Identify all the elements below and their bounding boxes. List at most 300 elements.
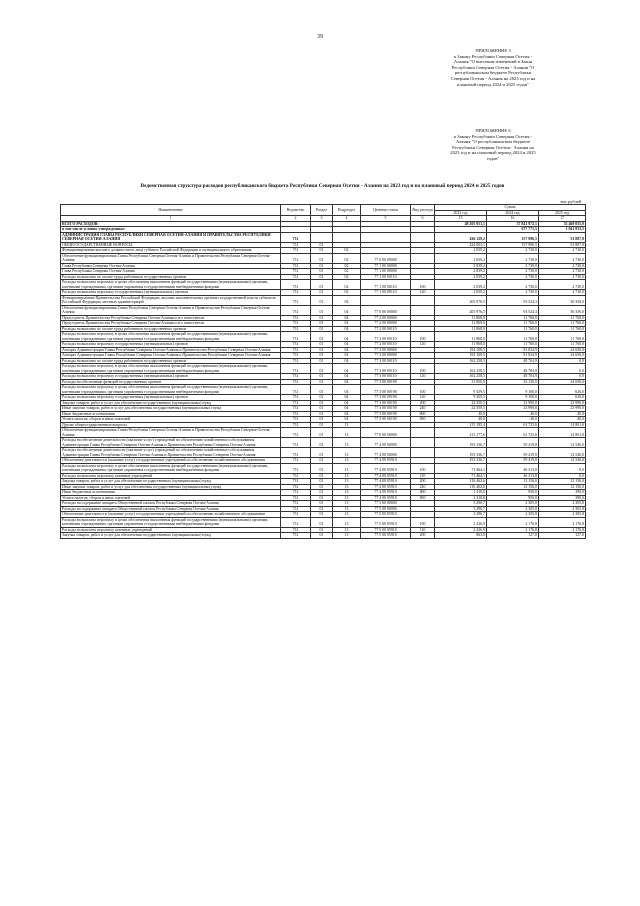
row-sum-2023: 2 426,9	[435, 527, 487, 533]
annex-6-block	[408, 128, 578, 162]
row-sum-2025: 36 356,0	[539, 295, 586, 305]
row-name: Расходы на выплаты персоналу казенных учреждений	[61, 527, 281, 533]
row-section: 01	[311, 517, 333, 527]
row-section: 01	[311, 501, 333, 507]
row-subsection: 13	[333, 463, 361, 473]
row-sum-2024: 46 313,8	[487, 463, 539, 473]
row-section: 01	[311, 484, 333, 490]
row-subsection: 04	[333, 417, 361, 423]
row-name: Аппарат Администрации Главы Республики Северная Осетия-Алания и Правительства Республики Северная Осетия-Алания	[61, 353, 281, 359]
row-sum-2025: 0,0	[539, 463, 586, 473]
row-sum-2025: 2 305,8	[539, 506, 586, 512]
row-sum-2025: 2 305,8	[539, 501, 586, 507]
annex-3-line: плановый период 2024 и 2025 годов"	[456, 81, 530, 87]
row-subsection: 04	[333, 385, 361, 395]
row-sum-2024: 11 760,0	[487, 321, 539, 327]
row-section: 01	[311, 422, 333, 428]
row-dept: 731	[281, 417, 311, 423]
row-target: 77 0 00 00000	[361, 428, 411, 438]
row-dept: 731	[281, 242, 311, 248]
row-name: Глава Республики Северная Осетия-Алания	[61, 263, 281, 269]
row-subsection: 13	[333, 473, 361, 479]
row-sum-2024: 2 176,8	[487, 527, 539, 533]
row-target	[361, 295, 411, 305]
row-sum-2025: 11 760,0	[539, 326, 586, 332]
row-dept: 731	[281, 374, 311, 380]
row-target: 77 4 00 05910	[361, 490, 411, 496]
table-row	[61, 232, 586, 242]
row-sum-2023: 213 177,6	[435, 428, 487, 438]
row-exptype: 100	[411, 463, 435, 473]
col-index: 6	[411, 216, 435, 222]
row-target: 77 3 00 00000	[361, 353, 411, 359]
row-sum-2023: 2 839,2	[435, 274, 487, 280]
header-2025: 2025 год	[539, 210, 586, 216]
row-exptype: 100	[411, 385, 435, 395]
annex-6-line: Алания "О республиканском бюджете	[455, 139, 531, 145]
row-sum-2025: 2 730,0	[539, 248, 586, 254]
row-dept: 731	[281, 438, 311, 448]
row-name: Расходы на выплаты по оплате труда работников государственных органов	[61, 326, 281, 332]
row-name: Обеспечение деятельности (оказание услуг) государственных учреждений по обеспечению хозяйственного обслуживания	[61, 512, 281, 518]
row-name: ВСЕГО РАСХОДОВ:	[61, 221, 281, 227]
row-sum-2024: 59 419,8	[487, 438, 539, 448]
col-index: 5	[361, 216, 411, 222]
row-sum-2025: 2 176,8	[539, 517, 586, 527]
row-dept: 731	[281, 321, 311, 327]
row-exptype: 800	[411, 490, 435, 496]
row-sum-2023: 31 850,0	[435, 379, 487, 385]
row-sum-2024: 23 990,0	[487, 400, 539, 406]
row-subsection: 04	[333, 332, 361, 342]
row-sum-2023: 2 839,2	[435, 269, 487, 275]
row-sum-2024: 11 760,0	[487, 332, 539, 342]
row-section: 01	[311, 321, 333, 327]
row-name: Функционирование высшего должностного лица субъекта Российской Федерации и муниципального образования	[61, 248, 281, 254]
row-sum-2025: 53 887,8	[539, 232, 586, 242]
row-dept: 731	[281, 332, 311, 342]
row-name: Расходы на выплаты персоналу в целях обеспечения выполнения функций государственными (муниципальными) органами, казенными учреждениями, органами управления государственными внебюджетными фондами	[61, 463, 281, 473]
row-dept: 731	[281, 506, 311, 512]
col-index: 1	[61, 216, 281, 222]
row-sum-2023: 193 336,7	[435, 438, 487, 448]
row-subsection: 13	[333, 501, 361, 507]
row-sum-2024: 81 834,9	[487, 347, 539, 353]
row-sum-2025: 11 760,0	[539, 321, 586, 327]
row-subsection	[333, 232, 361, 242]
row-sum-2023: 436 129,2	[435, 232, 487, 242]
row-sum-2023: 162 258,5	[435, 358, 487, 364]
row-sum-2023: 116 462,6	[435, 484, 487, 490]
col-index: 17	[539, 216, 586, 222]
row-name: Расходы на выплаты персоналу в целях обеспечения выполнения функций государственными (муниципальными) органами, казенными учреждениями, органами управления государственными внебюджетными фондами	[61, 332, 281, 342]
row-subsection: 13	[333, 506, 361, 512]
row-sum-2025: 2 730,0	[539, 290, 586, 296]
header-sum: Сумма	[435, 205, 586, 211]
row-section: 01	[311, 379, 333, 385]
row-subsection: 13	[333, 422, 361, 428]
row-target: 77 3 00 00190	[361, 395, 411, 401]
row-name: Обеспечение деятельности (оказание услуг) государственных учреждений по обеспечению хозяйственного обслуживания	[61, 458, 281, 464]
row-target: 77 0 00 00000	[361, 305, 411, 315]
row-sum-2025: 2 305,8	[539, 512, 586, 518]
row-sum-2023: 2 839,2	[435, 248, 487, 254]
row-name: Председатель Правительства Республики Северная Осетия-Алания и его заместители	[61, 321, 281, 327]
row-name: Расходы на содержание аппарата Общественной палаты Республики Северная Осетия-Алания	[61, 506, 281, 512]
row-target: 77 4 00 00000	[361, 438, 411, 448]
row-sum-2023: 48 205 951,1	[435, 221, 487, 227]
col-index: 16	[487, 216, 539, 222]
row-sum-2025: 12 156,0	[539, 484, 586, 490]
row-sum-2024: 48 704,9	[487, 374, 539, 380]
row-sum-2025: 35 469 055,0	[539, 221, 586, 227]
row-exptype	[411, 232, 435, 242]
row-sum-2025: 12 546,0	[539, 448, 586, 458]
row-target: 77 3 00 00190	[361, 400, 411, 406]
row-sum-2024: 12 156,0	[487, 484, 539, 490]
row-exptype: 100	[411, 280, 435, 290]
row-sum-2023: 11 868,0	[435, 326, 487, 332]
table-row	[61, 533, 586, 539]
row-dept: 731	[281, 347, 311, 353]
row-sum-2024: 11 760,0	[487, 326, 539, 332]
row-sum-2023: 11 868,0	[435, 332, 487, 342]
row-sum-2024: 2 730,0	[487, 253, 539, 263]
row-target: 77 3 00 00110	[361, 358, 411, 364]
row-target: 77 5 00 05910	[361, 527, 411, 533]
row-sum-2025: 0,0	[539, 358, 586, 364]
row-sum-2025: 24 656,0	[539, 347, 586, 353]
row-dept: 731	[281, 269, 311, 275]
annex-6-line: Республики Северная Осетия - Алания на	[452, 144, 534, 150]
expenditure-table	[60, 204, 586, 539]
row-section: 01	[311, 353, 333, 359]
row-section: 01	[311, 269, 333, 275]
row-exptype: 850	[411, 417, 435, 423]
row-sum-2023: 3 296,7	[435, 506, 487, 512]
row-dept: 731	[281, 253, 311, 263]
row-section: 01	[311, 364, 333, 374]
row-exptype: 100	[411, 332, 435, 342]
row-subsection: 04	[333, 358, 361, 364]
row-name: Иные бюджетные ассигнования	[61, 490, 281, 496]
row-sum-2023: 11 868,0	[435, 342, 487, 348]
row-sum-2023: 863,8	[435, 533, 487, 539]
row-subsection: 02	[333, 248, 361, 254]
row-sum-2024: 2 305,8	[487, 506, 539, 512]
row-target: 77 3 00 00190	[361, 417, 411, 423]
annex-3-line: Республики Северная Осетия - Алания "О	[451, 64, 535, 70]
row-sum-2024: 59 419,8	[487, 448, 539, 458]
header-exptype: Вид расхода	[411, 205, 435, 216]
row-exptype: 200	[411, 533, 435, 539]
row-section: 01	[311, 506, 333, 512]
row-section: 01	[311, 347, 333, 353]
row-name: Уплата налогов, сборов и иных платежей	[61, 495, 281, 501]
header-dept: Ведомство	[281, 205, 311, 216]
row-sum-2024: 2 305,8	[487, 501, 539, 507]
row-sum-2025: 2 730,0	[539, 274, 586, 280]
row-dept: 731	[281, 290, 311, 296]
row-section: 01	[311, 332, 333, 342]
row-sum-2025: 12 546,0	[539, 458, 586, 464]
row-target: 77 1 00 00110	[361, 280, 411, 290]
row-sum-2024: 2 730,0	[487, 263, 539, 269]
row-section: 01	[311, 342, 333, 348]
row-dept: 731	[281, 479, 311, 485]
row-sum-2024: 93 524,3	[487, 295, 539, 305]
table-row	[61, 332, 586, 342]
row-sum-2023: 194 108,5	[435, 347, 487, 353]
row-section: 01	[311, 400, 333, 406]
row-dept: 731	[281, 517, 311, 527]
annex-3-line: к Закону Республики Северная Осетия -	[453, 53, 533, 59]
row-section: 01	[311, 458, 333, 464]
row-sum-2025: 390,0	[539, 495, 586, 501]
row-exptype: 240	[411, 484, 435, 490]
row-section: 01	[311, 428, 333, 438]
table-header-row	[61, 205, 586, 211]
header-subsection: Подраздел	[333, 205, 361, 216]
row-sum-2025: 14 801,8	[539, 422, 586, 428]
row-sum-2024: 2 730,0	[487, 280, 539, 290]
row-sum-2023: 9 459,5	[435, 385, 487, 395]
row-sum-2025: 23 990,0	[539, 400, 586, 406]
row-subsection: 04	[333, 406, 361, 412]
row-dept: 731	[281, 512, 311, 518]
row-name: Расходы на выплаты персоналу в целях обеспечения выполнения функций государственными (муниципальными) органами, казенными учреждениями, органами управления государственными внебюджетными фондами	[61, 364, 281, 374]
row-exptype: 120	[411, 374, 435, 380]
row-target: 77 5 00 05910	[361, 512, 411, 518]
row-section	[311, 232, 333, 242]
row-dept: 731	[281, 379, 311, 385]
row-subsection: 13	[333, 533, 361, 539]
row-dept: 731	[281, 248, 311, 254]
row-sum-2023: 3 296,7	[435, 512, 487, 518]
row-sum-2024: 2 730,0	[487, 290, 539, 296]
row-subsection: 04	[333, 315, 361, 321]
row-target: 77 0 00 00000	[361, 253, 411, 263]
row-name: Расходы на выплаты персоналу государственных (муниципальных) органов	[61, 374, 281, 380]
row-section: 01	[311, 326, 333, 332]
row-sum-2023: 71 464,1	[435, 473, 487, 479]
row-subsection: 13	[333, 527, 361, 533]
table-row	[61, 385, 586, 395]
table-row	[61, 280, 586, 290]
row-subsection: 04	[333, 400, 361, 406]
row-dept: 731	[281, 280, 311, 290]
row-target: 77 2 00 00000	[361, 321, 411, 327]
row-sum-2025: 2 730,0	[539, 269, 586, 275]
row-section: 01	[311, 533, 333, 539]
row-sum-2025: 0,0	[539, 473, 586, 479]
row-sum-2023: 162 258,5	[435, 374, 487, 380]
row-sum-2023: 40,0	[435, 417, 487, 423]
row-name: Расходы на выплаты персоналу государственных (муниципальных) органов	[61, 342, 281, 348]
row-sum-2023: 3 296,7	[435, 501, 487, 507]
row-dept: 731	[281, 527, 311, 533]
row-exptype: 800	[411, 411, 435, 417]
row-dept: 731	[281, 463, 311, 473]
row-sum-2024: 61 725,6	[487, 428, 539, 438]
row-sum-2024: 2 730,0	[487, 248, 539, 254]
row-dept: 731	[281, 428, 311, 438]
row-target: 77 4 00 05910	[361, 473, 411, 479]
header-2023: 2023 год	[435, 210, 487, 216]
row-sum-2024: 9 100,0	[487, 385, 539, 395]
table-row	[61, 448, 586, 458]
row-section: 01	[311, 242, 333, 248]
row-target: 77 3 00 00190	[361, 385, 411, 395]
col-index: 2	[281, 216, 311, 222]
row-dept: 731	[281, 342, 311, 348]
row-section: 01	[311, 253, 333, 263]
row-section: 01	[311, 438, 333, 448]
row-name: Обеспечение функционирования Главы Республики Северная Осетия-Алания и Правительства Республики Северная Осетия-Алания	[61, 253, 281, 263]
row-section: 01	[311, 417, 333, 423]
row-sum-2025: 2 176,8	[539, 527, 586, 533]
row-sum-2023: 11 868,0	[435, 321, 487, 327]
row-subsection: 13	[333, 479, 361, 485]
row-exptype: 100	[411, 364, 435, 374]
row-dept: 731	[281, 263, 311, 269]
row-subsection: 04	[333, 321, 361, 327]
row-dept: 731	[281, 295, 311, 305]
row-dept: 731	[281, 274, 311, 280]
row-section: 01	[311, 463, 333, 473]
row-sum-2024: 2 730,0	[487, 269, 539, 275]
row-subsection: 02	[333, 290, 361, 296]
row-sum-2024: 93 524,3	[487, 305, 539, 315]
row-name: Функционирование Правительства Российской Федерации, высших исполнительных органов государственной власти субъектов Российской Федерации, местных администраций	[61, 295, 281, 305]
row-name: Обеспечение функционирования Главы Республики Северная Осетия-Алания и Правительства Республики Северная Осетия-Алания	[61, 305, 281, 315]
row-target: 77 4 00 05910	[361, 495, 411, 501]
row-exptype	[411, 438, 435, 448]
row-section: 01	[311, 527, 333, 533]
row-sum-2023: 1 410,0	[435, 495, 487, 501]
row-dept: 731	[281, 385, 311, 395]
row-name: Расходы на обеспечение функций государственных органов	[61, 379, 281, 385]
row-target: 77 1 00 00110	[361, 274, 411, 280]
row-sum-2023: 2 426,9	[435, 517, 487, 527]
row-sum-2025: 40,0	[539, 417, 586, 423]
row-target: 77 1 00 00000	[361, 269, 411, 275]
row-sum-2024: 677 771,5	[487, 227, 539, 233]
row-subsection: 13	[333, 490, 361, 496]
row-sum-2024: 950,0	[487, 490, 539, 496]
row-target: 77 2 00 00110	[361, 332, 411, 342]
row-name: Обеспечение функционирования Главы Республики Северная Осетия-Алания и Правительства Республики Северная Осетия-Алания	[61, 428, 281, 438]
row-name: Закупка товаров, работ и услуг для обеспечения государственных (муниципальных) нужд	[61, 533, 281, 539]
row-target: 77 3 00 00110	[361, 364, 411, 374]
row-sum-2024: 48 704,9	[487, 364, 539, 374]
row-sum-2025: 626,0	[539, 395, 586, 401]
row-sum-2024: 11 760,0	[487, 315, 539, 321]
row-dept: 731	[281, 484, 311, 490]
row-target: 77 1 00 00110	[361, 290, 411, 296]
row-name: Глава Республики Северная Осетия-Алания	[61, 269, 281, 275]
row-name: Иные бюджетные ассигнования	[61, 411, 281, 417]
row-dept: 731	[281, 395, 311, 401]
row-subsection: 13	[333, 517, 361, 527]
annex-3-line: Алания "О внесении изменений в Закон	[453, 59, 533, 65]
header-target: Целевая статья	[361, 205, 411, 216]
row-name: Расходы на обеспечение деятельности (оказание услуг) учреждений по обеспечению хозяйственного обслуживания Администрации Главы Республики Северная Осетия-Алания и Правительства Республики Северная Осетия-Алания	[61, 438, 281, 448]
row-subsection: 13	[333, 448, 361, 458]
row-sum-2025: 1 041 833,5	[539, 227, 586, 233]
row-target: 77 2 00 00000	[361, 315, 411, 321]
row-section: 01	[311, 495, 333, 501]
row-sum-2023: 193 336,7	[435, 448, 487, 458]
row-subsection: 13	[333, 484, 361, 490]
row-exptype: 100	[411, 517, 435, 527]
table-row	[61, 295, 586, 305]
row-sum-2023: 22 350,5	[435, 406, 487, 412]
row-sum-2023: 9 459,5	[435, 395, 487, 401]
row-exptype	[411, 253, 435, 263]
row-target: 77 5 00 05910	[361, 533, 411, 539]
row-sum-2023: 2 839,2	[435, 263, 487, 269]
header-section: Раздел	[311, 205, 333, 216]
row-sum-2025: 24 656,0	[539, 353, 586, 359]
row-section: 01	[311, 490, 333, 496]
row-exptype	[411, 428, 435, 438]
row-exptype: 120	[411, 395, 435, 401]
row-sum-2024: 2 176,8	[487, 517, 539, 527]
row-section: 01	[311, 395, 333, 401]
row-sum-2024: 48 704,9	[487, 358, 539, 364]
row-sum-2023: 2 839,2	[435, 280, 487, 290]
row-subsection: 04	[333, 342, 361, 348]
table-row	[61, 364, 586, 374]
row-target: 77 3 00 00190	[361, 406, 411, 412]
row-subsection: 02	[333, 274, 361, 280]
row-sum-2025: 53 887,8	[539, 242, 586, 248]
row-section: 01	[311, 479, 333, 485]
row-name: Уплата налогов, сборов и иных платежей	[61, 417, 281, 423]
row-name: Расходы на выплаты персоналу в целях обеспечения выполнения функций государственными (муниципальными) органами, казенными учреждениями, органами управления государственными внебюджетными фондами	[61, 517, 281, 527]
row-sum-2025: 12 546,0	[539, 438, 586, 448]
row-target: 77 4 00 05910	[361, 458, 411, 464]
table-body	[61, 221, 586, 538]
units-label: тыс.рублей	[560, 199, 581, 204]
row-exptype: 110	[411, 473, 435, 479]
row-name: Расходы на выплаты персоналу казенных учреждений	[61, 473, 281, 479]
row-section: 01	[311, 295, 333, 305]
annex-6-heading: ПРИЛОЖЕНИЕ 6	[475, 128, 511, 133]
row-dept: 731	[281, 448, 311, 458]
row-sum-2023: 11 868,0	[435, 315, 487, 321]
row-sum-2024: 157 996,5	[487, 242, 539, 248]
row-sum-2025: 11 760,0	[539, 342, 586, 348]
table-row	[61, 305, 586, 315]
row-sum-2025: 2 730,0	[539, 253, 586, 263]
row-section: 01	[311, 374, 333, 380]
row-target: 77 5 00 05910	[361, 517, 411, 527]
row-sum-2025: 14 801,8	[539, 428, 586, 438]
row-sum-2023: 205 976,5	[435, 305, 487, 315]
header-2024: 2024 год	[487, 210, 539, 216]
row-sum-2024: 40,0	[487, 417, 539, 423]
row-subsection: 04	[333, 364, 361, 374]
row-sum-2025: 2 730,0	[539, 280, 586, 290]
row-sum-2025: 390,0	[539, 490, 586, 496]
row-subsection: 02	[333, 280, 361, 290]
row-sum-2025: 11 760,0	[539, 315, 586, 321]
row-section: 01	[311, 406, 333, 412]
row-exptype	[411, 295, 435, 305]
row-sum-2024: 157 996,5	[487, 232, 539, 242]
